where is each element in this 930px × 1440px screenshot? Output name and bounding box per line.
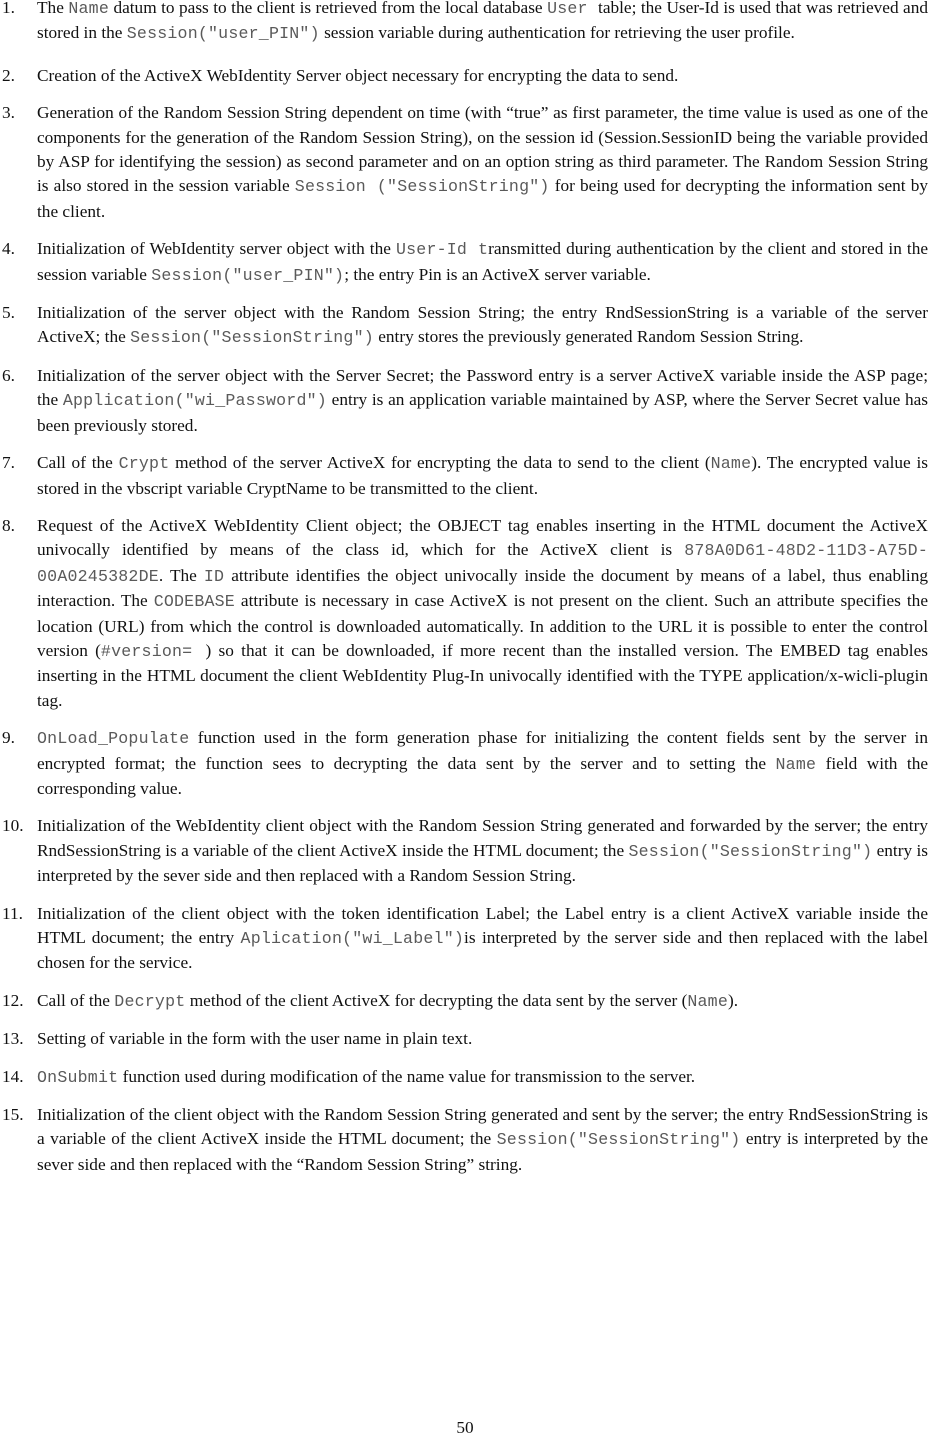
list-item: 3. Generation of the Random Session String dependent on time (with “true” as first parameter, the time value is used as one of the components for the generation of the Random Session String), on the session id (Session.SessionID being the variable provided by ASP for identifying the session) as second parameter and on an option string as third parameter. The Random Session String is also stored in the session variable Session ("SessionString") for being used for decrypting the information sent by the client. xyxy=(2,103,928,221)
list-item: 13. Setting of variable in the form with the user name in plain text. xyxy=(2,1029,473,1049)
list-item: 7. Call of the Crypt method of the server ActiveX for encrypting the data to send to the client (Name). The encrypted value is stored in the vbscript variable CryptName to be transmitted to the client. xyxy=(2,453,928,498)
list-item: 15. Initialization of the client object with the Random Session String generated and sent by the server; the entry RndSessionString is a variable of the client ActiveX inside the HTML document; the Session("SessionString") entry is interpreted by the sever side and then replaced with the “Random Session String” string. xyxy=(2,1105,928,1174)
list-item: 12. Call of the Decrypt method of the client ActiveX for decrypting the data sent by the server (Name). xyxy=(2,990,739,1011)
list-item: 10. Initialization of the WebIdentity client object with the Random Session String generated and forwarded by the server; the entry RndSessionString is a variable of the client ActiveX inside the HTML document; the Session("SessionString") entry is interpreted by the sever side and then replaced with a Random Session String. xyxy=(2,816,928,886)
list-item: 4. Initialization of WebIdentity server object with the User-Id transmitted during authentication by the client and stored in the session variable Session("user_PIN"); the entry Pin is an ActiveX server variable. xyxy=(2,239,929,285)
list-item: 2. Creation of the ActiveX WebIdentity Server object necessary for encrypting the data to send. xyxy=(2,65,679,85)
list-item: 6. Initialization of the server object with the Server Secret; the Password entry is a server ActiveX variable inside the ASP page; the Application("wi_Password") entry is an application variable maintained by ASP, where the Server Secret value has been previously stored. xyxy=(2,365,928,435)
list-item: 1. The Name datum to pass to the client is retrieved from the local database User table; the User-Id is used that was retrieved and stored in the Session("user_PIN") session variable during authentication for retrieving the user profile. xyxy=(2,0,929,44)
list-item: 5. Initialization of the server object with the Random Session String; the entry RndSessionString is a variable of the server ActiveX; the Session("SessionString") entry stores the previously generated Random Session String. xyxy=(2,303,928,348)
page-number: 50 xyxy=(456,1418,474,1437)
list-item: 14. OnSubmit function used during modification of the name value for transmission to the server. xyxy=(2,1066,696,1087)
list-item: 9. OnLoad_Populate function used in the form generation phase for initializing the content fields sent by the server in encrypted format; the function sees to decrypting the data sent by the server and to setting the Name field with the corresponding value. xyxy=(2,728,929,798)
list-item: 8. Request of the ActiveX WebIdentity Client object; the OBJECT tag enables inserting in the HTML document the ActiveX univocally identified by means of the class id, which for the ActiveX client is 878A0D61-48D2-11D3-A75D-00A0245382DE. The ID attribute identifies the object univocally inside the document by means of a label, thus enabling interaction. The CODEBASE attribute is necessary in case ActiveX is not present on the client. Such an attribute specifies the location (URL) from which the control is downloaded automatically. In addition to the URL it is possible to enter the control version (#version= ) so that it can be downloaded, if more recent than the installed version. The EMBED tag enables inserting in the HTML document the client WebIdentity Plug-In univocally identified with the TYPE application/x-wicli-plugin tag. xyxy=(2,515,929,710)
list-item: 11. Initialization of the client object with the token identification Label; the Label entry is a client ActiveX variable inside the HTML document; the entry Aplication("wi_Label")is interpreted by the server side and then replaced with the label chosen for the service. xyxy=(2,903,928,973)
